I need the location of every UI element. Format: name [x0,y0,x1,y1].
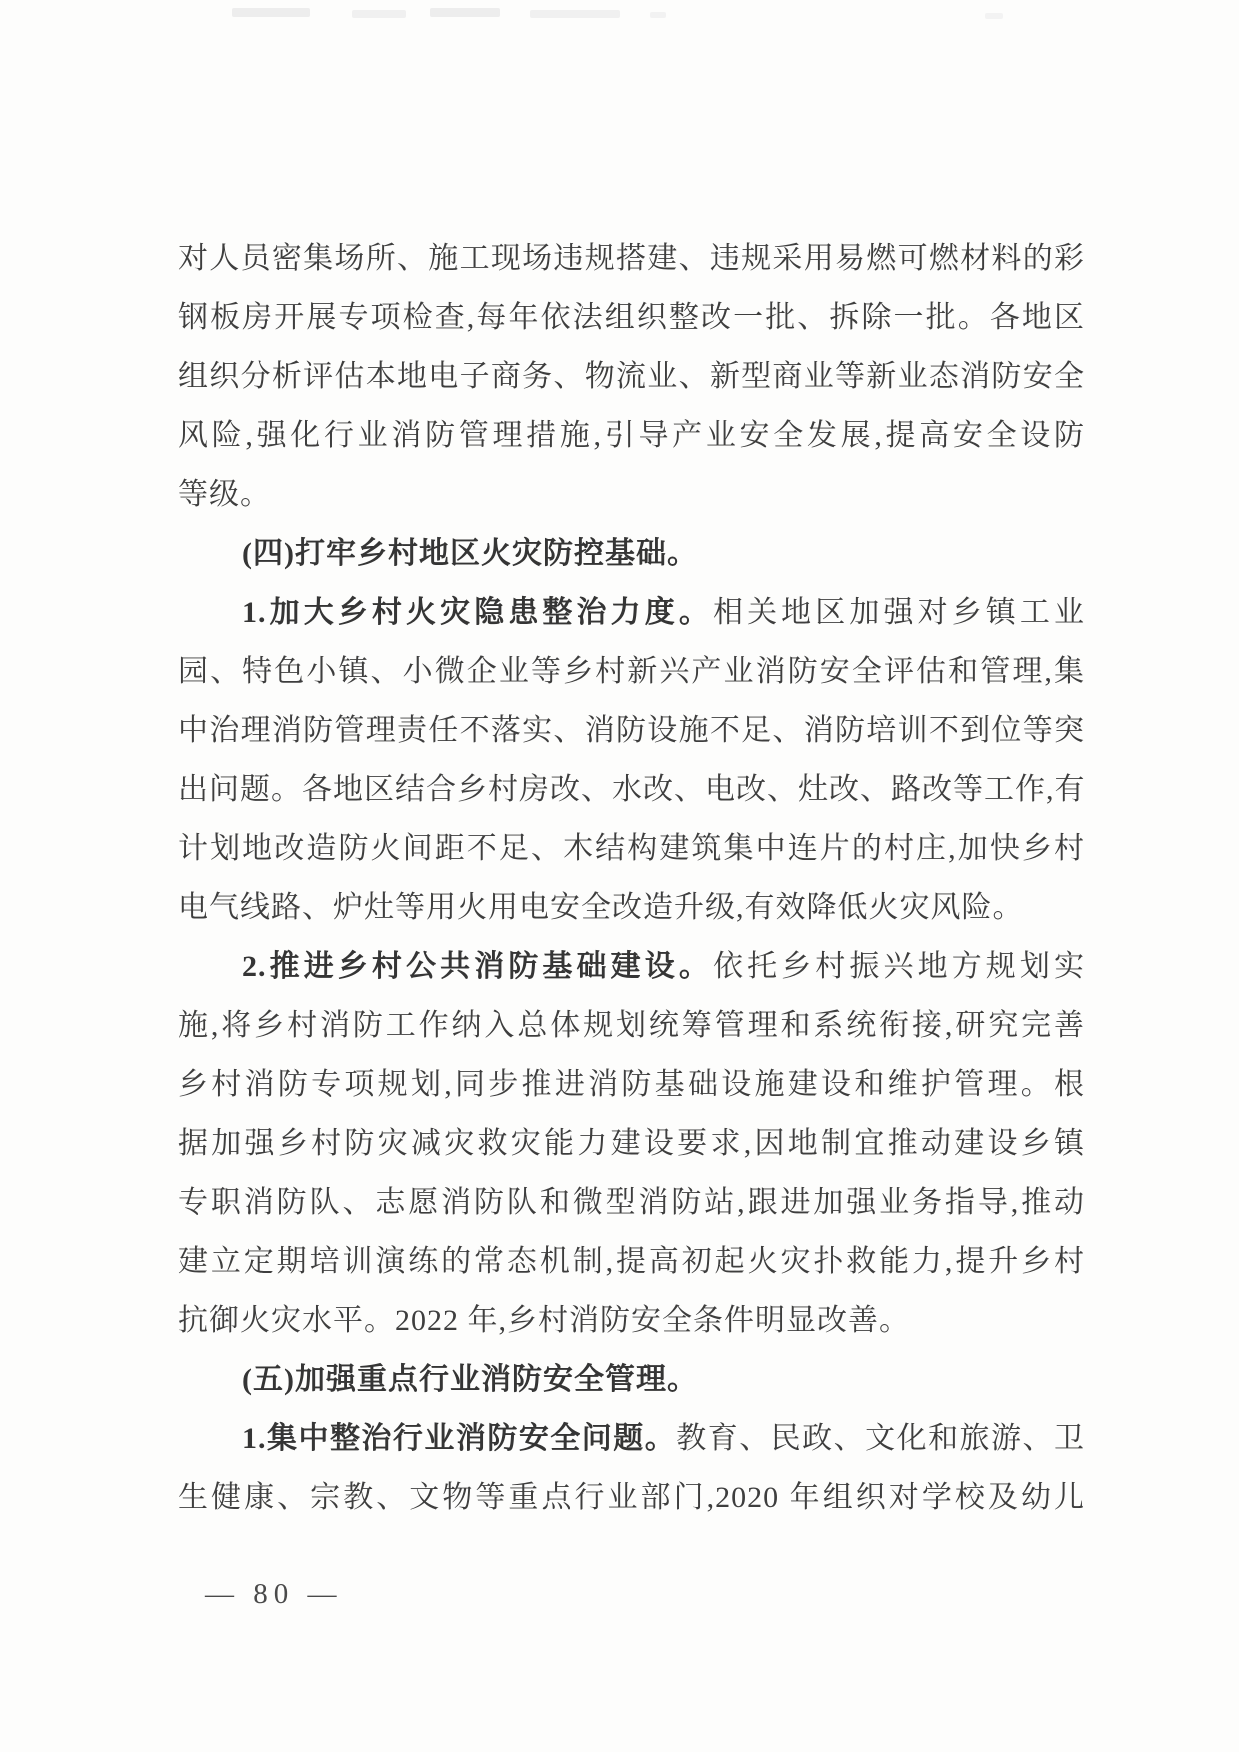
text-line [178,1468,1085,1527]
section-heading [178,1350,1085,1409]
text-line [178,465,1085,524]
item-lead: 1.集中整治行业消防安全问题。 [242,1422,677,1455]
text-line [178,1173,1085,1232]
text-line [178,229,1085,288]
item-lead: 1.加大乡村火灾隐患整治力度。 [242,596,713,629]
line-text: 风险,强化行业消防管理措施,引导产业安全发展,提高安全设防 [178,419,1085,452]
scan-artifact [650,12,666,18]
section-heading [178,524,1085,583]
item-lead: 2.推进乡村公共消防基础建设。 [242,950,713,983]
line-text: 相关地区加强对乡镇工业 [712,596,1086,629]
line-text: 等级。 [178,478,271,511]
line-text: 乡村消防专项规划,同步推进消防基础设施建设和维护管理。根 [178,1068,1085,1101]
text-line [178,1232,1085,1291]
text-line [178,701,1085,760]
text-line [178,760,1085,819]
line-text: 园、特色小镇、小微企业等乡村新兴产业消防安全评估和管理,集 [178,655,1085,688]
text-line [178,288,1085,347]
text-line [178,878,1085,937]
text-line [178,347,1085,406]
line-text: 专职消防队、志愿消防队和微型消防站,跟进加强业务指导,推动 [178,1186,1085,1219]
text-line [178,406,1085,465]
line-text: 电气线路、炉灶等用火用电安全改造升级,有效降低火灾风险。 [178,891,1024,924]
text-line [178,819,1085,878]
heading-text: (五)加强重点行业消防安全管理。 [242,1363,698,1396]
text-line [178,1409,1085,1468]
text-line [178,642,1085,701]
text-line [178,1055,1085,1114]
line-text: 教育、民政、文化和旅游、卫 [676,1422,1086,1455]
scan-artifact [232,8,310,17]
scan-artifact [985,13,1003,19]
line-text: 据加强乡村防灾减灾救灾能力建设要求,因地制宜推动建设乡镇 [178,1127,1085,1160]
line-text: 依托乡村振兴地方规划实 [712,950,1086,983]
heading-text: (四)打牢乡村地区火灾防控基础。 [242,537,698,570]
scan-artifact [430,8,500,17]
line-text: 钢板房开展专项检查,每年依法组织整改一批、拆除一批。各地区 [178,301,1085,334]
line-text: 中治理消防管理责任不落实、消防设施不足、消防培训不到位等突 [178,714,1085,747]
text-line [178,996,1085,1055]
text-line [178,1114,1085,1173]
text-column [178,229,1085,1527]
line-text: 计划地改造防火间距不足、木结构建筑集中连片的村庄,加快乡村 [178,832,1085,865]
scan-artifact [352,10,406,18]
page-number: — 80 — [205,1578,343,1610]
line-text: 建立定期培训演练的常态机制,提高初起火灾扑救能力,提升乡村 [178,1245,1085,1278]
line-text: 生健康、宗教、文物等重点行业部门,2020 年组织对学校及幼儿 [178,1481,1085,1514]
text-line [178,583,1085,642]
text-line [178,937,1085,996]
line-text: 出问题。各地区结合乡村房改、水改、电改、灶改、路改等工作,有 [178,773,1086,806]
line-text: 施,将乡村消防工作纳入总体规划统筹管理和系统衔接,研究完善 [178,1009,1085,1042]
line-text: 抗御火灾水平。2022 年,乡村消防安全条件明显改善。 [178,1304,910,1337]
line-text: 对人员密集场所、施工现场违规搭建、违规采用易燃可燃材料的彩 [178,242,1085,275]
scan-artifact [530,10,620,18]
line-text: 组织分析评估本地电子商务、物流业、新型商业等新业态消防安全 [178,360,1085,393]
text-line [178,1291,1085,1350]
